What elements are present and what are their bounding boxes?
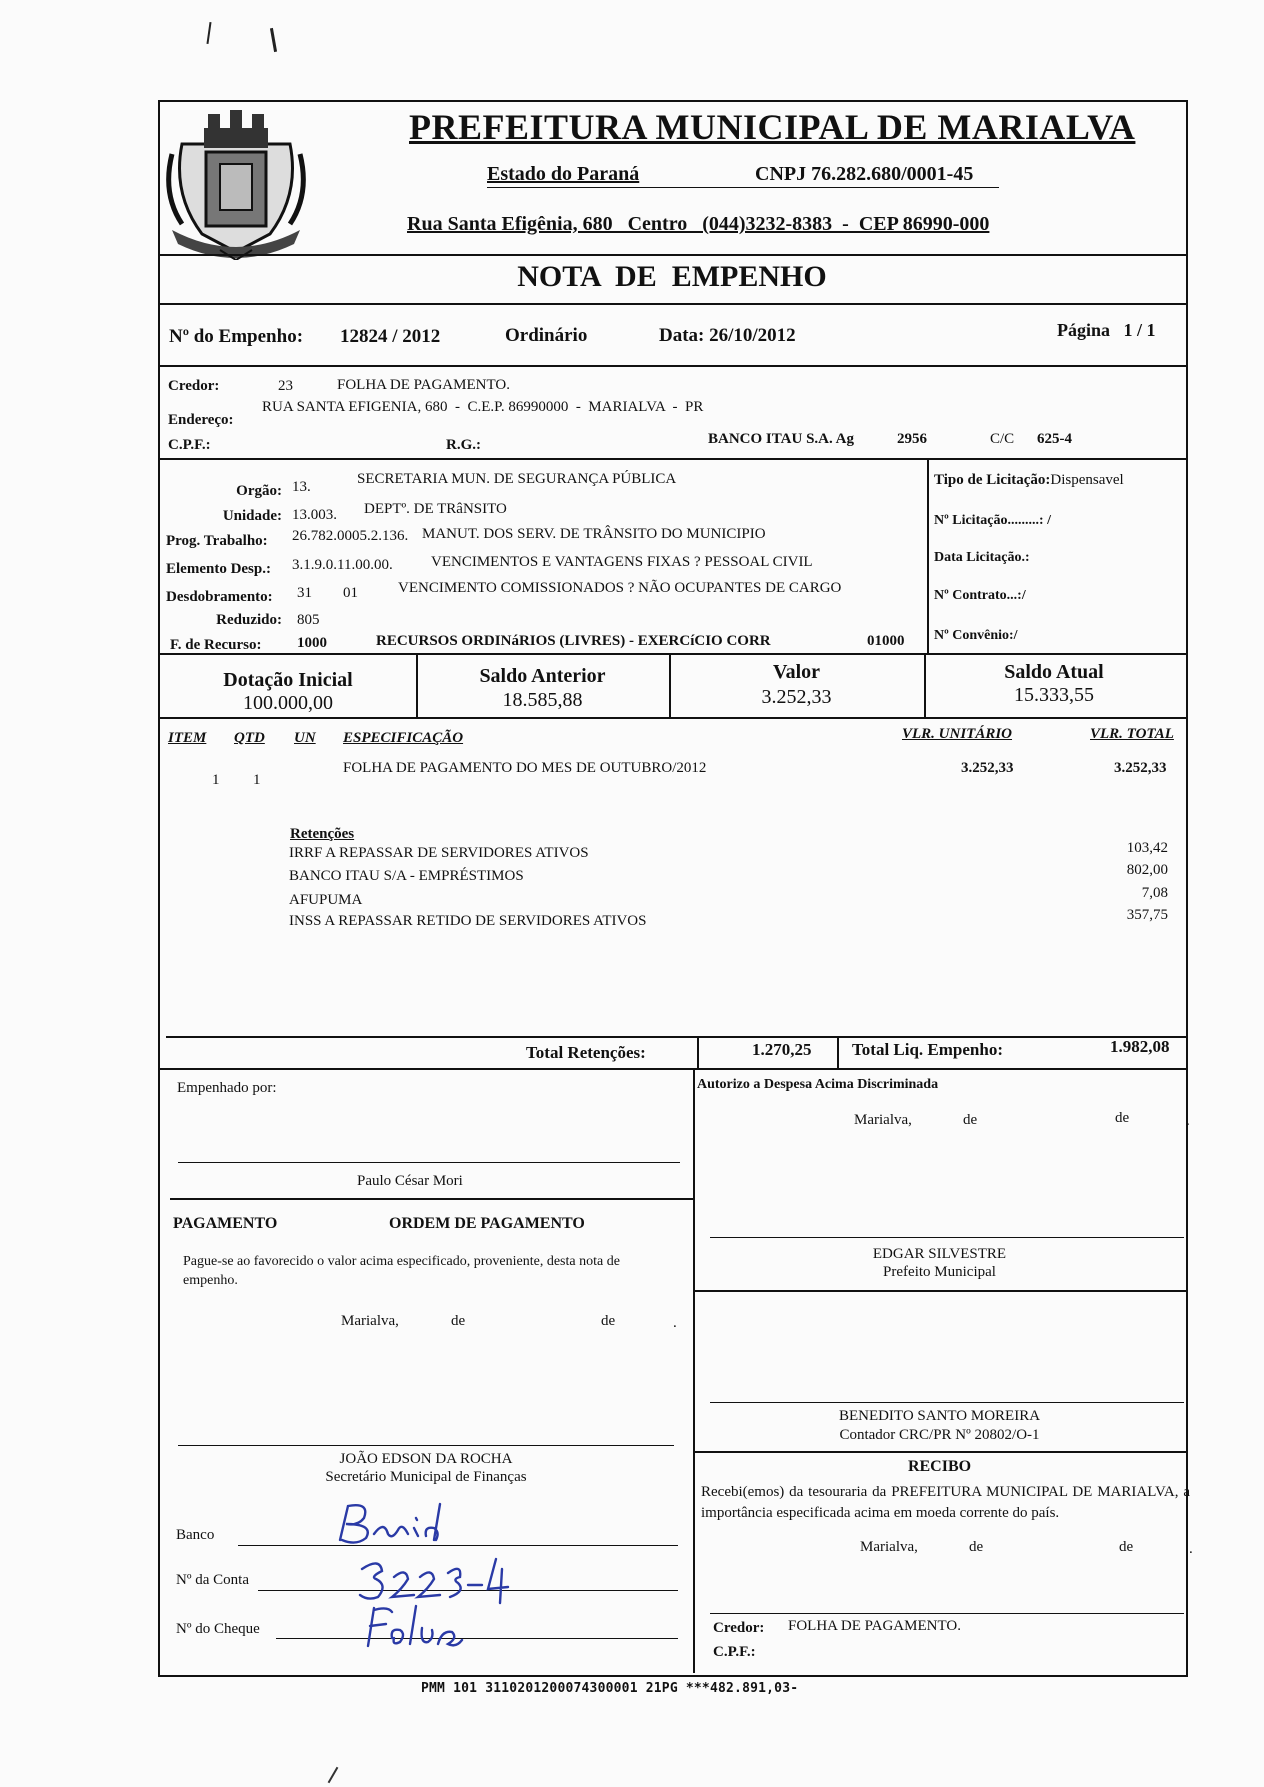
retencoes-title: Retenções: [290, 826, 355, 842]
conta-label: Nº da Conta: [176, 1572, 249, 1588]
divider: [158, 254, 1186, 256]
empenho-number: 12824 / 2012: [340, 326, 441, 347]
unidade-name: DEPTº. DE TRâNSITO: [364, 501, 507, 517]
marialva-date-place: Marialva,: [860, 1539, 918, 1555]
elemento-label: Elemento Desp.:: [166, 561, 271, 577]
contrato-number: Nº Contrato...:/: [934, 588, 1026, 603]
signature-line: [710, 1402, 1184, 1403]
marialva-date-place: Marialva,: [341, 1313, 399, 1329]
saldo-atual-label: Saldo Atual: [1004, 661, 1104, 683]
stray-mark: [328, 1767, 339, 1784]
stray-mark: [270, 28, 277, 52]
divider: [697, 1036, 699, 1068]
conta-handwriting: [356, 1555, 516, 1610]
bank-name: BANCO ITAU S.A. Ag: [708, 431, 854, 447]
recibo-text: Recebi(emos) da tesouraria da PREFEITURA MUNICIPAL DE MARIALVA, a importância especificada acima em moeda corrente do país.: [701, 1484, 1190, 1521]
banco-handwriting: [330, 1500, 450, 1553]
desdobramento-label: Desdobramento:: [166, 589, 273, 605]
divider: [158, 1068, 1186, 1070]
licitacao-date: Data Licitação.:: [934, 550, 1030, 565]
coat-of-arms-icon: [162, 104, 310, 260]
recibo-credor-name: FOLHA DE PAGAMENTO.: [788, 1618, 961, 1634]
secretario-title: Secretário Municipal de Finanças: [325, 1469, 527, 1485]
retencao-value: 802,00: [1126, 862, 1168, 878]
divider: [693, 1290, 1186, 1292]
orgao-label: Orgão:: [236, 483, 282, 499]
divider: [158, 365, 1186, 367]
marialva-date-place: Marialva,: [854, 1112, 912, 1128]
date-de: de: [1119, 1539, 1134, 1555]
col-qtd: QTD: [234, 730, 265, 746]
date-de: de: [963, 1112, 978, 1128]
prefeito-name: EDGAR SILVESTRE: [872, 1246, 1007, 1262]
empenho-date: Data: 26/10/2012: [659, 325, 796, 346]
date-de: de: [451, 1313, 466, 1329]
retencao-line: IRRF A REPASSAR DE SERVIDORES ATIVOS: [289, 845, 589, 861]
recibo-title: RECIBO: [907, 1458, 972, 1475]
retencao-value: 7,08: [1141, 885, 1168, 901]
retencao-line: BANCO ITAU S/A - EMPRÉSTIMOS: [289, 868, 524, 884]
recibo-credor-label: Credor:: [713, 1620, 765, 1636]
item-total: 3.252,33: [1114, 760, 1167, 776]
endereco-value: RUA SANTA EFIGENIA, 680 - C.E.P. 86990000 - MARIALVA - PR: [262, 399, 704, 415]
total-retencoes-value: 1.270,25: [752, 1040, 812, 1059]
pagamento-label: PAGAMENTO: [173, 1215, 278, 1232]
date-dot: .: [1189, 1541, 1193, 1557]
credor-code: 23: [278, 378, 293, 394]
page-title: PREFEITURA MUNICIPAL DE MARIALVA: [409, 107, 1136, 147]
empenho-number-label: Nº do Empenho:: [169, 326, 304, 347]
bank-stamp: PMM 101 3110201200074300001 21PG ***482.891,03-: [421, 1681, 799, 1696]
elemento-name: VENCIMENTOS E VANTAGENS FIXAS ? PESSOAL CIVIL: [431, 554, 813, 570]
dotacao-value: 100.000,00: [243, 692, 333, 714]
secretario-name: JOÃO EDSON DA ROCHA: [339, 1451, 513, 1467]
desdobramento-sub: 01: [343, 585, 358, 601]
rg-label: R.G.:: [446, 437, 481, 453]
saldo-anterior-label: Saldo Anterior: [479, 665, 606, 687]
credor-name: FOLHA DE PAGAMENTO.: [337, 377, 510, 393]
state-label: Estado do Paraná: [487, 163, 640, 185]
empenhado-por-name: Paulo César Mori: [357, 1173, 463, 1189]
licitacao-number: Nº Licitação.........: /: [934, 513, 1051, 528]
stray-mark: [206, 22, 211, 44]
recurso-name: RECURSOS ORDINáRIOS (LIVRES) - EXERCíCIO CORR: [376, 633, 771, 649]
recurso-code: 1000: [297, 635, 327, 651]
orgao-name: SECRETARIA MUN. DE SEGURANÇA PÚBLICA: [357, 471, 677, 487]
divider: [170, 1198, 693, 1200]
item-unit: 3.252,33: [961, 760, 1014, 776]
licitacao-type: [934, 472, 1124, 489]
cpf-label: C.P.F.:: [168, 437, 211, 453]
col-unit: VLR. UNITÁRIO: [902, 726, 1013, 742]
desdobramento-name: VENCIMENTO COMISSIONADOS ? NÃO OCUPANTES DE CARGO: [398, 580, 842, 596]
signature-line: [178, 1162, 680, 1163]
signature-line: [710, 1613, 1184, 1614]
signature-line: [178, 1445, 674, 1446]
divider: [693, 1068, 695, 1673]
credor-label: Credor:: [168, 378, 220, 394]
pague-text: Pague-se ao favorecido o valor acima especificado, proveniente, desta nota de empenho.: [183, 1254, 620, 1288]
address-label: Rua Santa Efigênia, 680 Centro (044)3232-8383 - CEP 86990-000: [407, 213, 990, 235]
cheque-handwriting: [358, 1604, 468, 1657]
col-item: ITEM: [168, 730, 207, 746]
date-dot: .: [673, 1315, 677, 1331]
saldo-anterior-value: 18.585,88: [502, 689, 583, 711]
prog-code: 26.782.0005.2.136.: [292, 528, 409, 544]
date-de: de: [969, 1539, 984, 1555]
bank-agency: 2956: [897, 431, 927, 447]
empenho-type: Ordinário: [505, 325, 588, 346]
convenio-number: Nº Convênio:/: [934, 628, 1018, 643]
divider: [837, 1036, 839, 1068]
divider: [927, 458, 929, 653]
divider: [158, 303, 1186, 305]
item-qtd: 1: [253, 772, 261, 788]
cheque-label: Nº do Cheque: [176, 1621, 260, 1637]
total-retencoes-label: Total Retenções:: [526, 1043, 646, 1062]
cheque-field[interactable]: [276, 1638, 678, 1639]
item-spec: FOLHA DE PAGAMENTO DO MES DE OUTUBRO/2012: [343, 760, 707, 776]
prog-label: Prog. Trabalho:: [166, 533, 268, 549]
licitacao-type-label: Tipo de Licitação:: [934, 472, 1051, 488]
reduzido-label: Reduzido:: [216, 612, 282, 628]
document-title: NOTA DE EMPENHO: [517, 260, 827, 293]
retencao-value: 357,75: [1126, 907, 1168, 923]
desdobramento-code: 31: [297, 585, 312, 601]
valor-value: 3.252,33: [761, 686, 832, 708]
total-liquido-label: Total Liq. Empenho:: [852, 1040, 1003, 1059]
item-number: 1: [212, 772, 220, 788]
recurso-number: 01000: [867, 633, 905, 649]
state-underline: [487, 187, 999, 188]
signature-line: [710, 1237, 1184, 1238]
retencao-line: INSS A REPASSAR RETIDO DE SERVIDORES ATIVOS: [289, 913, 647, 929]
empenhado-por-label: Empenhado por:: [177, 1080, 277, 1096]
banco-label: Banco: [176, 1527, 215, 1543]
saldo-atual-value: 15.333,55: [1014, 684, 1094, 706]
date-dot: .: [1186, 1113, 1190, 1129]
divider: [158, 653, 1186, 655]
recurso-label: F. de Recurso:: [170, 637, 262, 653]
divider: [693, 1451, 1186, 1453]
orgao-code: 13.: [292, 479, 311, 495]
prog-name: MANUT. DOS SERV. DE TRÂNSITO DO MUNICIPIO: [422, 526, 766, 542]
retencao-value: 103,42: [1126, 840, 1168, 856]
date-de: de: [1115, 1110, 1130, 1126]
ordem-pagamento-label: ORDEM DE PAGAMENTO: [389, 1215, 585, 1232]
date-de: de: [601, 1313, 616, 1329]
total-liquido-value: 1.982,08: [1110, 1037, 1170, 1056]
contador-name: BENEDITO SANTO MOREIRA: [838, 1408, 1041, 1424]
endereco-label: Endereço:: [168, 412, 234, 428]
col-total: VLR. TOTAL: [1090, 726, 1174, 742]
divider: [158, 717, 1186, 719]
page-number: Página 1 / 1: [1057, 320, 1156, 340]
dotacao-label: Dotação Inicial: [223, 669, 353, 691]
licitacao-type-value: Dispensavel: [1050, 472, 1124, 488]
retencao-line: AFUPUMA: [289, 892, 363, 908]
autorizo-label: Autorizo a Despesa Acima Discriminada: [697, 1077, 939, 1092]
contador-title: Contador CRC/PR Nº 20802/O-1: [839, 1427, 1040, 1443]
divider: [158, 458, 1186, 460]
unidade-label: Unidade:: [222, 508, 282, 524]
unidade-code: 13.003.: [292, 507, 337, 523]
reduzido-value: 805: [297, 612, 320, 628]
col-un: UN: [294, 730, 316, 746]
recibo-cpf-label: C.P.F.:: [713, 1644, 756, 1660]
cc-value: 625-4: [1037, 431, 1072, 447]
divider: [166, 1036, 1186, 1038]
cnpj-label: CNPJ 76.282.680/0001-45: [755, 163, 974, 185]
cc-label: C/C: [990, 431, 1015, 447]
col-spec: ESPECIFICAÇÃO: [343, 730, 464, 746]
prefeito-title: Prefeito Municipal: [883, 1264, 996, 1280]
banco-field[interactable]: [238, 1545, 678, 1546]
valor-label: Valor: [772, 661, 821, 683]
elemento-code: 3.1.9.0.11.00.00.: [292, 557, 393, 573]
